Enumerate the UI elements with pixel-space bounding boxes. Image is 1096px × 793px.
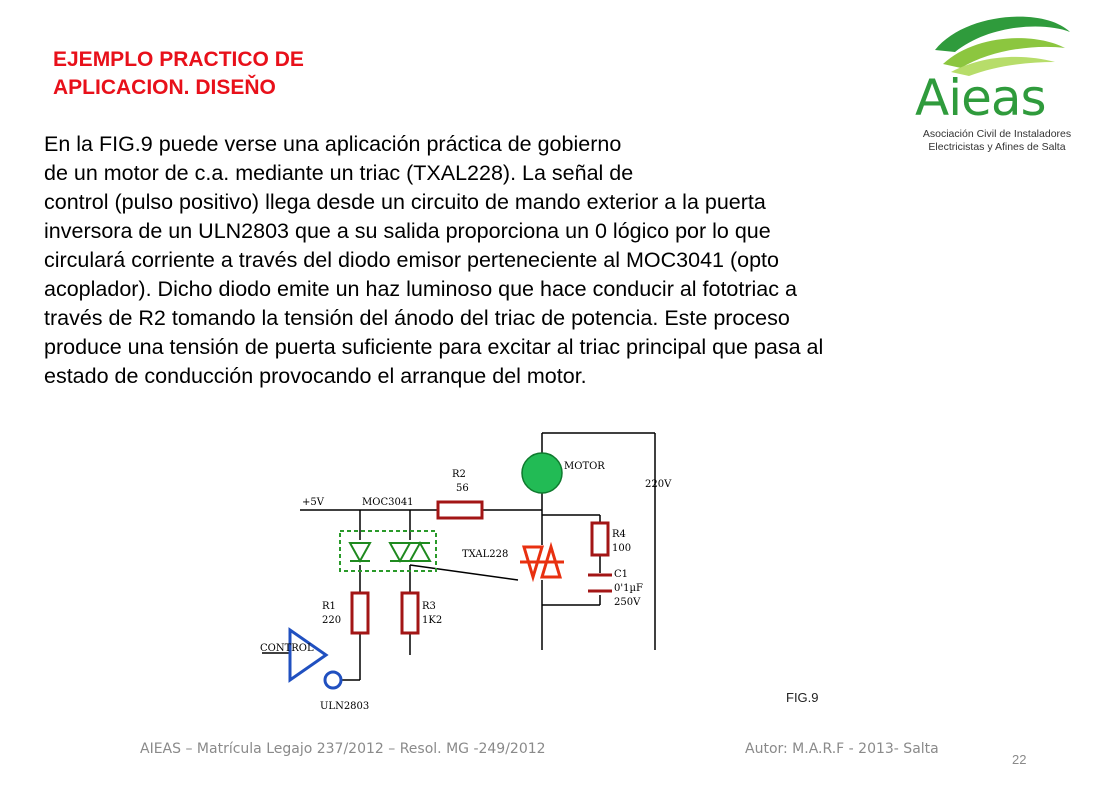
body-line: circulará corriente a través del diodo emisor perteneciente al MOC3041 (opto <box>44 248 779 272</box>
resistor-r1 <box>352 593 368 633</box>
footer-right: Autor: M.A.R.F - 2013- Salta <box>745 741 939 757</box>
label-c1-name: C1 <box>614 569 629 580</box>
label-c1-value: 0'1µF <box>614 583 643 594</box>
body-line: En la FIG.9 puede verse una aplicación práctica de gobierno <box>44 132 622 156</box>
figure-label: FIG.9 <box>786 690 819 705</box>
logo-subtitle-line-1: Asociación Civil de Instaladores <box>922 128 1072 140</box>
label-opto: MOC3041 <box>362 497 414 508</box>
label-r3-value: 1K2 <box>422 615 443 626</box>
label-c1-voltage: 250V <box>614 597 641 608</box>
body-line: acoplador). Dicho diodo emite un haz luminoso que hace conducir al fototriac a <box>44 277 797 301</box>
capacitor-c1 <box>588 575 612 591</box>
label-r1-name: R1 <box>322 601 336 612</box>
body-line: inversora de un ULN2803 que a su salida proporciona un 0 lógico por lo que <box>44 219 771 243</box>
label-r3-name: R3 <box>422 601 436 612</box>
label-r4-value: 100 <box>612 543 632 554</box>
label-supply: +5V <box>302 497 324 508</box>
resistor-r3 <box>402 593 418 633</box>
logo-subtitle-line-2: Electricistas y Afines de Salta <box>928 141 1066 153</box>
body-line: produce una tensión de puerta suficiente para excitar al triac principal que pasa al <box>44 335 824 359</box>
label-mains: 220V <box>645 479 672 490</box>
resistor-r2 <box>438 502 482 518</box>
motor-icon <box>522 453 562 493</box>
label-r4-name: R4 <box>612 529 626 540</box>
opto-phototriac-icon <box>390 543 430 561</box>
label-inverter: ULN2803 <box>320 701 370 712</box>
page-number: 22 <box>1012 752 1027 767</box>
label-r1-value: 220 <box>322 615 342 626</box>
slide-title <box>53 46 304 102</box>
triac-txal228-icon <box>520 547 564 577</box>
title-line-1: EJEMPLO PRACTICO DE <box>53 48 304 71</box>
body-line: estado de conducción provocando el arranque del motor. <box>44 364 587 388</box>
body-line: de un motor de c.a. mediante un triac (TXAL228). La señal de <box>44 161 634 185</box>
body-paragraph <box>44 130 1044 391</box>
title-line-2: APLICACION. DISEŇO <box>53 76 276 99</box>
label-triac: TXAL228 <box>462 549 509 560</box>
label-r2-value: 56 <box>456 483 469 494</box>
label-control: CONTROL <box>260 643 314 654</box>
body-line: través de R2 tomando la tensión del ánodo del triac de potencia. Este proceso <box>44 306 790 330</box>
opto-led-icon <box>350 543 370 561</box>
circuit-diagram <box>250 425 690 725</box>
inverter-gate-icon <box>290 630 341 688</box>
label-r2-name: R2 <box>452 469 466 480</box>
resistor-r4 <box>592 523 608 555</box>
label-motor: MOTOR <box>564 461 605 472</box>
logo-wordmark: Aieas <box>915 69 1046 127</box>
body-line: control (pulso positivo) llega desde un circuito de mando exterior a la puerta <box>44 190 766 214</box>
footer-left: AIEAS – Matrícula Legajo 237/2012 – Resol. MG -249/2012 <box>140 741 546 757</box>
